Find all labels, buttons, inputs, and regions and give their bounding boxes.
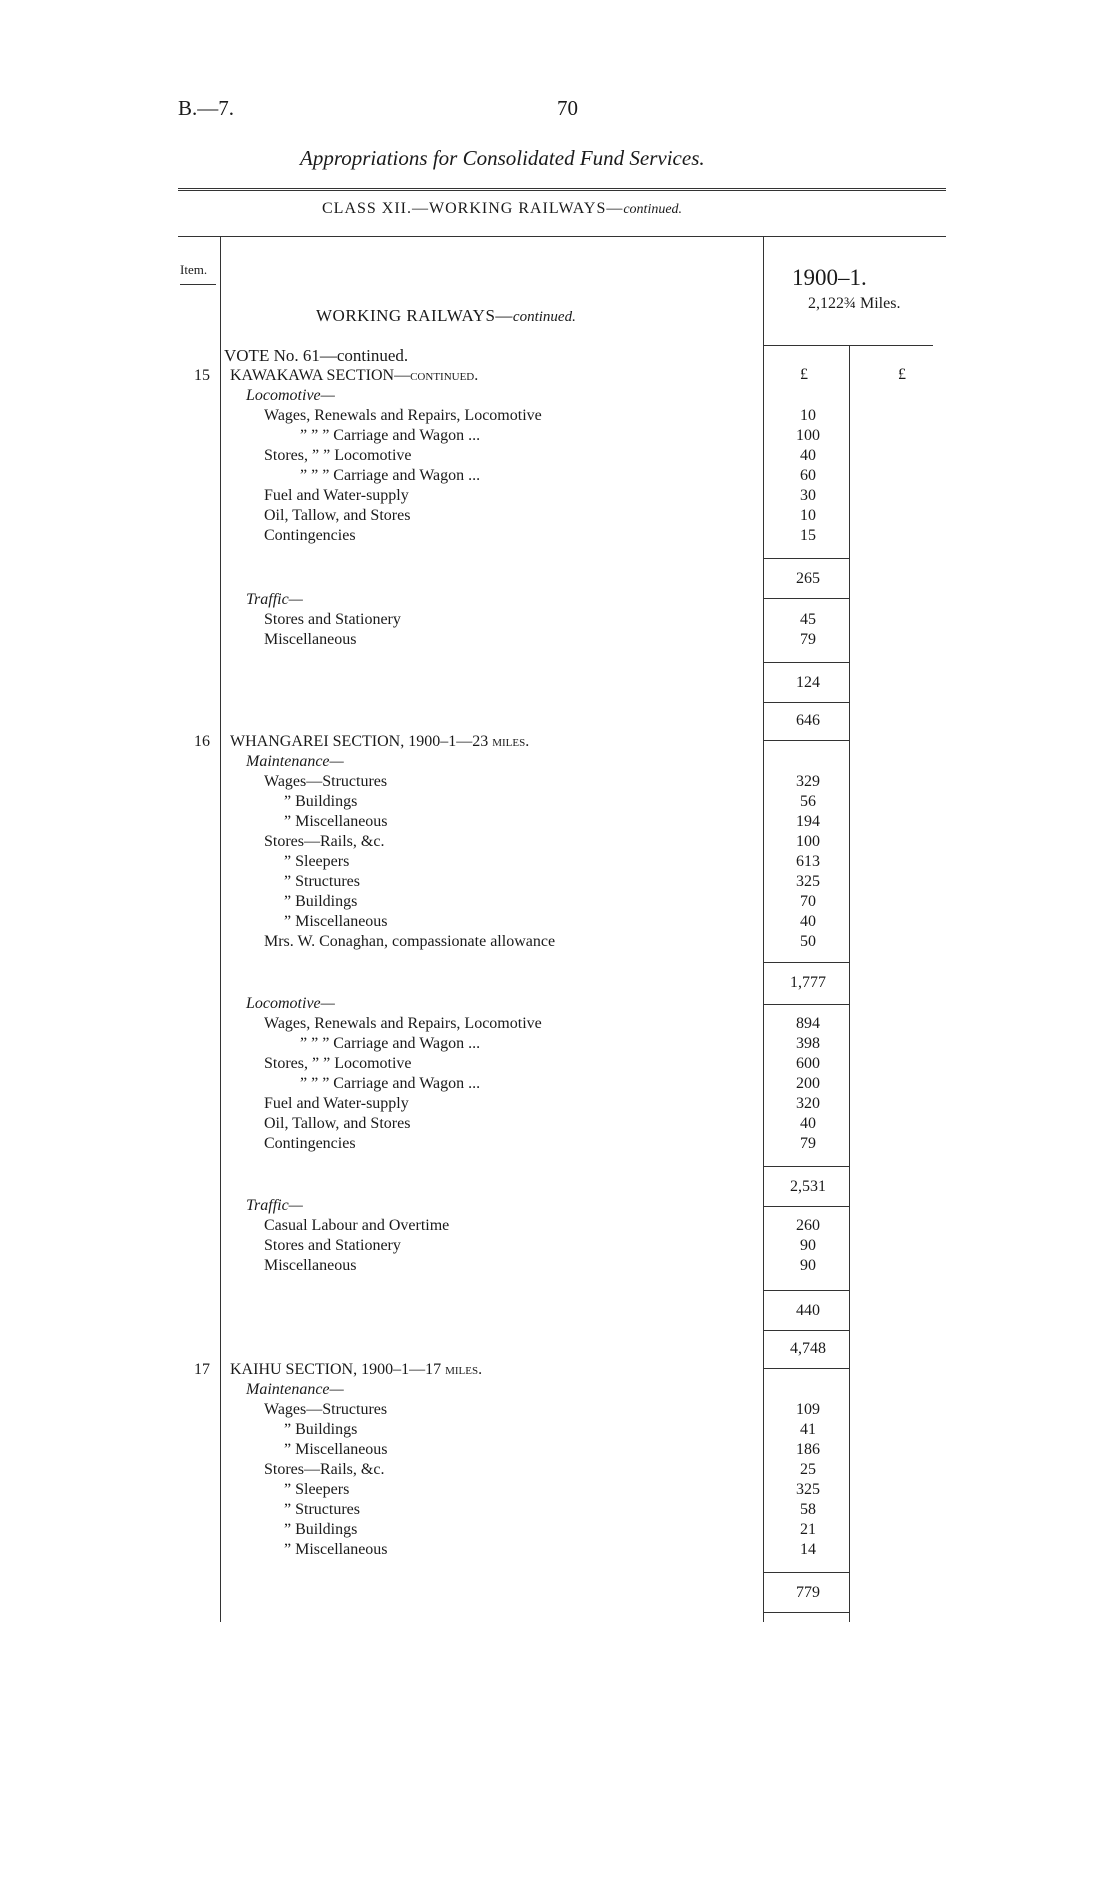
row-label: Oil, Tallow, and Stores bbox=[264, 507, 411, 524]
row-label: ” Buildings bbox=[284, 793, 358, 810]
row-label: ” ” ” Carriage and Wagon ... bbox=[300, 1035, 481, 1052]
row-label: Wages, Renewals and Repairs, Locomotive bbox=[264, 1015, 542, 1032]
table-row bbox=[0, 832, 1114, 852]
table-row bbox=[0, 466, 1114, 486]
section-total-amount: 4,748 bbox=[790, 1340, 826, 1357]
row-label: Contingencies bbox=[264, 527, 356, 544]
page-number: 70 bbox=[557, 96, 578, 120]
table-row bbox=[0, 772, 1114, 792]
table-row bbox=[0, 366, 1114, 386]
year-header: 1900–1. bbox=[792, 265, 867, 290]
page-subtitle: Appropriations for Consolidated Fund Services. bbox=[300, 146, 705, 170]
table-row bbox=[0, 792, 1114, 812]
table-row bbox=[0, 386, 1114, 406]
row-amount: 50 bbox=[800, 933, 816, 950]
subtotal-rule bbox=[763, 1166, 849, 1167]
row-amount: 600 bbox=[796, 1055, 820, 1072]
table-row bbox=[0, 1094, 1114, 1114]
subsection-heading: Locomotive— bbox=[246, 995, 335, 1012]
table-top-rule bbox=[178, 236, 946, 237]
subtotal-rule bbox=[763, 558, 849, 559]
row-amount: 194 bbox=[796, 813, 820, 830]
row-amount: 100 bbox=[796, 833, 820, 850]
row-label: Fuel and Water-supply bbox=[264, 487, 409, 504]
subtotal-amount: 1,777 bbox=[790, 974, 826, 991]
row-amount: 58 bbox=[800, 1501, 816, 1518]
table-row bbox=[0, 1196, 1114, 1216]
row-amount: 100 bbox=[796, 427, 820, 444]
row-amount: 40 bbox=[800, 1115, 816, 1132]
table-row bbox=[0, 1074, 1114, 1094]
section-title: WORKING RAILWAYS—continued. bbox=[316, 306, 576, 325]
section-name: KAWAKAWA SECTION—continued. bbox=[230, 367, 479, 384]
table-row bbox=[0, 630, 1114, 650]
subtotal-amount: 265 bbox=[796, 570, 820, 587]
subtotal-rule bbox=[763, 1572, 849, 1573]
table-row bbox=[0, 1540, 1114, 1560]
header-rule-top-2 bbox=[178, 190, 946, 191]
item-number: 15 bbox=[194, 367, 210, 384]
row-amount: 186 bbox=[796, 1441, 820, 1458]
subtotal-amount: 779 bbox=[796, 1584, 820, 1601]
section-total-amount: 646 bbox=[796, 712, 820, 729]
row-amount: 109 bbox=[796, 1401, 820, 1418]
table-row bbox=[0, 812, 1114, 832]
table-row bbox=[0, 506, 1114, 526]
row-amount: 40 bbox=[800, 447, 816, 464]
row-label: Fuel and Water-supply bbox=[264, 1095, 409, 1112]
row-amount: 14 bbox=[800, 1541, 816, 1558]
row-amount: 10 bbox=[800, 507, 816, 524]
row-label: ” Buildings bbox=[284, 1421, 358, 1438]
table-row bbox=[0, 752, 1114, 772]
row-label: ” Miscellaneous bbox=[284, 813, 388, 830]
row-label: ” ” ” Carriage and Wagon ... bbox=[300, 467, 481, 484]
table-row bbox=[0, 1236, 1114, 1256]
subsection-heading: Traffic— bbox=[246, 591, 303, 608]
vote-heading: VOTE No. 61—continued. bbox=[224, 346, 409, 365]
row-label: ” Miscellaneous bbox=[284, 1441, 388, 1458]
row-label: ” Miscellaneous bbox=[284, 1541, 388, 1558]
table-row bbox=[0, 406, 1114, 426]
table-row bbox=[0, 1420, 1114, 1440]
row-amount: 45 bbox=[800, 611, 816, 628]
row-amount: 200 bbox=[796, 1075, 820, 1092]
row-amount: 894 bbox=[796, 1015, 820, 1032]
subtotal-rule bbox=[763, 1330, 849, 1331]
table-row bbox=[0, 1440, 1114, 1460]
subsection-heading: Maintenance— bbox=[246, 753, 344, 770]
table-row bbox=[0, 994, 1114, 1014]
row-amount: 15 bbox=[800, 527, 816, 544]
table-row bbox=[0, 732, 1114, 752]
total-rule bbox=[763, 1612, 849, 1613]
pound-sign-col1: £ bbox=[800, 366, 808, 383]
row-label: Stores—Rails, &c. bbox=[264, 1461, 385, 1478]
row-amount: 398 bbox=[796, 1035, 820, 1052]
row-label: Stores and Stationery bbox=[264, 611, 401, 628]
row-amount: 60 bbox=[800, 467, 816, 484]
pound-sign-col2: £ bbox=[898, 366, 906, 383]
table-row bbox=[0, 426, 1114, 446]
row-amount: 329 bbox=[796, 773, 820, 790]
table-row bbox=[0, 872, 1114, 892]
row-label: Miscellaneous bbox=[264, 631, 357, 648]
row-amount: 70 bbox=[800, 893, 816, 910]
row-label: Casual Labour and Overtime bbox=[264, 1217, 450, 1234]
row-label: Oil, Tallow, and Stores bbox=[264, 1115, 411, 1132]
subtotal-amount: 2,531 bbox=[790, 1178, 826, 1195]
table-row bbox=[0, 1380, 1114, 1400]
row-label: ” Structures bbox=[284, 1501, 360, 1518]
row-label: Wages, Renewals and Repairs, Locomotive bbox=[264, 407, 542, 424]
table-row bbox=[0, 1360, 1114, 1380]
subsection-heading: Traffic— bbox=[246, 1197, 303, 1214]
table-row bbox=[0, 1034, 1114, 1054]
row-amount: 40 bbox=[800, 913, 816, 930]
row-amount: 25 bbox=[800, 1461, 816, 1478]
table-row bbox=[0, 590, 1114, 610]
class-heading: CLASS XII.—WORKING RAILWAYS—continued. bbox=[322, 200, 683, 217]
table-row bbox=[0, 1460, 1114, 1480]
table-row bbox=[0, 446, 1114, 466]
subtotal-rule bbox=[763, 962, 849, 963]
table-row bbox=[0, 1054, 1114, 1074]
table-row bbox=[0, 486, 1114, 506]
row-label: Stores, ” ” Locomotive bbox=[264, 1055, 412, 1072]
row-label: Stores—Rails, &c. bbox=[264, 833, 385, 850]
subsection-heading: Locomotive— bbox=[246, 387, 335, 404]
table-row bbox=[0, 1216, 1114, 1236]
subtotal-rule bbox=[763, 1290, 849, 1291]
row-label: Wages—Structures bbox=[264, 1401, 388, 1418]
miles-header: 2,122¾ Miles. bbox=[808, 295, 901, 312]
item-column-header: Item. bbox=[180, 262, 208, 277]
row-amount: 260 bbox=[796, 1217, 820, 1234]
table-row bbox=[0, 1134, 1114, 1154]
table-row bbox=[0, 1520, 1114, 1540]
row-label: Contingencies bbox=[264, 1135, 356, 1152]
subtotal-rule bbox=[763, 702, 849, 703]
row-amount: 90 bbox=[800, 1237, 816, 1254]
row-label: Wages—Structures bbox=[264, 773, 388, 790]
row-label: ” ” ” Carriage and Wagon ... bbox=[300, 427, 481, 444]
row-amount: 41 bbox=[800, 1421, 816, 1438]
row-amount: 325 bbox=[796, 873, 820, 890]
row-label: ” Miscellaneous bbox=[284, 913, 388, 930]
row-amount: 56 bbox=[800, 793, 816, 810]
row-label: ” Buildings bbox=[284, 893, 358, 910]
item-header-underline bbox=[180, 284, 216, 285]
row-label: Stores and Stationery bbox=[264, 1237, 401, 1254]
table-row bbox=[0, 932, 1114, 952]
table-row bbox=[0, 1480, 1114, 1500]
table-row bbox=[0, 912, 1114, 932]
year-header-rule bbox=[763, 345, 933, 346]
table-row bbox=[0, 610, 1114, 630]
row-amount: 90 bbox=[800, 1257, 816, 1274]
table-row bbox=[0, 1400, 1114, 1420]
item-number: 16 bbox=[194, 733, 210, 750]
row-label: ” Sleepers bbox=[284, 853, 350, 870]
table-row bbox=[0, 1256, 1114, 1276]
row-amount: 79 bbox=[800, 1135, 816, 1152]
row-label: Stores, ” ” Locomotive bbox=[264, 447, 412, 464]
table-row bbox=[0, 1500, 1114, 1520]
item-number: 17 bbox=[194, 1361, 210, 1378]
table-row bbox=[0, 526, 1114, 546]
row-amount: 320 bbox=[796, 1095, 820, 1112]
subsection-heading: Maintenance— bbox=[246, 1381, 344, 1398]
row-amount: 79 bbox=[800, 631, 816, 648]
row-amount: 325 bbox=[796, 1481, 820, 1498]
row-amount: 10 bbox=[800, 407, 816, 424]
row-amount: 30 bbox=[800, 487, 816, 504]
subtotal-amount: 124 bbox=[796, 674, 820, 691]
table-row bbox=[0, 1014, 1114, 1034]
row-label: ” Buildings bbox=[284, 1521, 358, 1538]
section-name: KAIHU SECTION, 1900–1—17 miles. bbox=[230, 1361, 483, 1378]
row-amount: 613 bbox=[796, 853, 820, 870]
table-row bbox=[0, 1114, 1114, 1134]
row-label: ” Structures bbox=[284, 873, 360, 890]
row-label: ” Sleepers bbox=[284, 1481, 350, 1498]
table-row bbox=[0, 852, 1114, 872]
row-label: ” ” ” Carriage and Wagon ... bbox=[300, 1075, 481, 1092]
section-name: WHANGAREI SECTION, 1900–1—23 miles. bbox=[230, 733, 530, 750]
row-amount: 21 bbox=[800, 1521, 816, 1538]
subtotal-amount: 440 bbox=[796, 1302, 820, 1319]
table-row bbox=[0, 892, 1114, 912]
row-label: Miscellaneous bbox=[264, 1257, 357, 1274]
row-label: Mrs. W. Conaghan, compassionate allowance bbox=[264, 933, 556, 950]
document-reference: B.—7. bbox=[178, 96, 235, 120]
header-rule-top bbox=[178, 188, 946, 189]
subtotal-rule bbox=[763, 662, 849, 663]
